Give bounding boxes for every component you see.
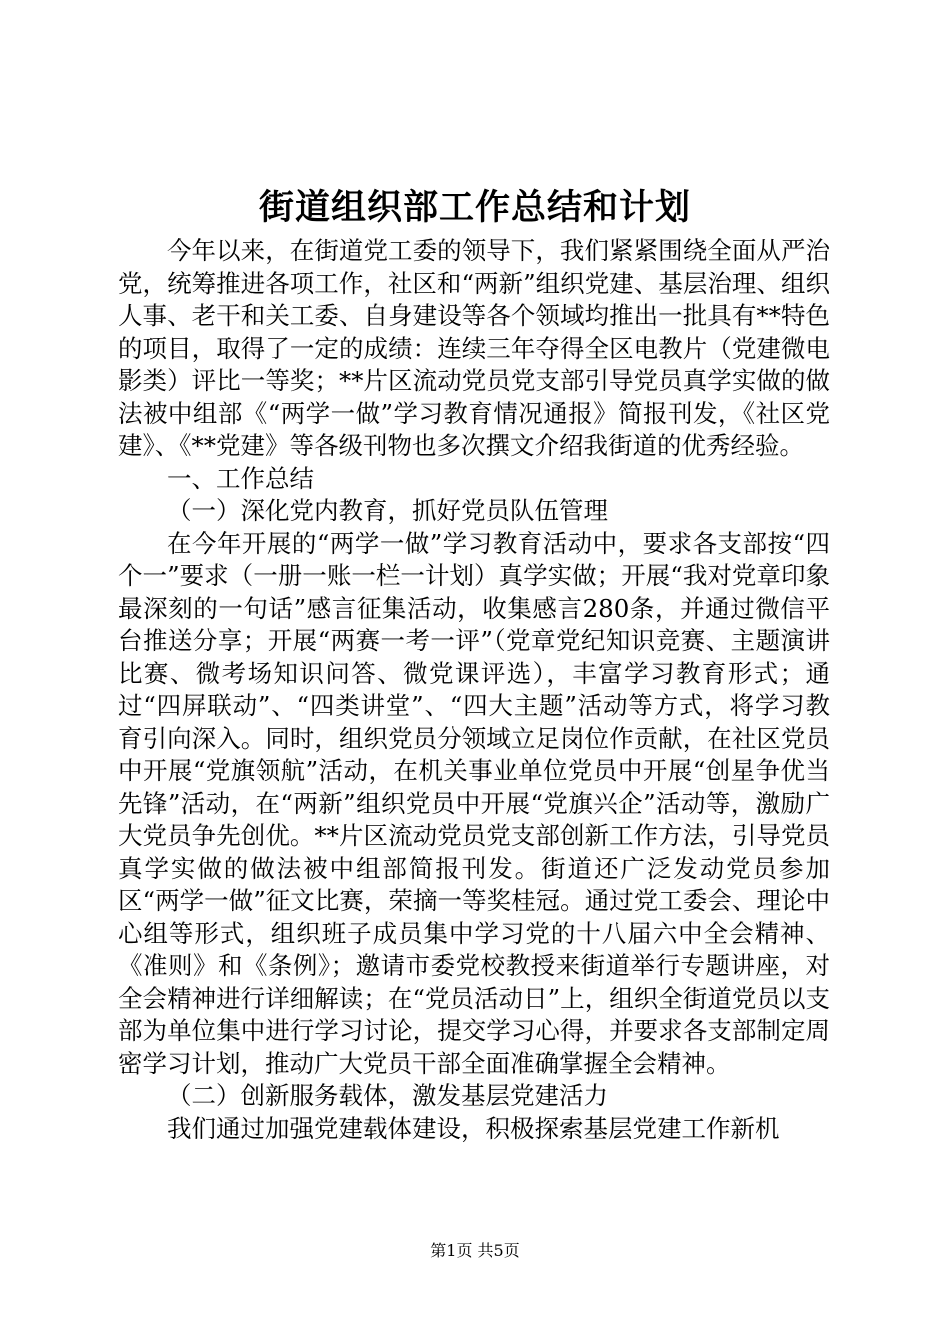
subsection-2-paragraph: 我们通过加强党建载体建设，积极探索基层党建工作新机 [167, 1113, 780, 1143]
page-footer: 第1页 共5页 [430, 1241, 520, 1260]
subsection-1-paragraph: 在今年开展的“两学一做”学习教育活动中，要求各支部按“四个一”要求（一册一账一栏一计划）真学实做；开展“我对党章印象最深刻的一句话”感言征集活动，收集感言280条，并通过微信平台推送分享；开展“两赛一考一评”（党章党纪知识竞赛、主题演讲比赛、微考场知识问答、微党课评选），丰富学习教育形式；通过“四屏联动”、“四类讲堂”、“四大主题”活动等方式，将学习教育引向深入。同时，组织党员分领域立足岗位作贡献，在社区党员中开展“党旗领航”活动，在机关事业单位党员中开展“创星争优当先锋”活动，在“两新”组织党员中开展“党旗兴企”活动等，激励广大党员争先创优。**片区流动党员党支部创新工作方法，引导党员真学实做的做法被中组部简报刊发。街道还广泛发动党员参加区“两学一做”征文比赛，荣摘一等奖桂冠。通过党工委会、理论中心组等形式，组织班子成员集中学习党的十八届六中全会精神、《准则》和《条例》；邀请市委党校教授来街道举行专题讲座，对全会精神进行详细解读；在“党员活动日”上，组织全街道党员以支部为单位集中进行学习讨论，提交学习心得，并要求各支部制定周密学习计划，推动广大党员干部全面准确掌握全会精神。 [118, 528, 830, 1078]
section-heading-work-summary: 一、工作总结 [167, 463, 314, 493]
intro-paragraph: 今年以来，在街道党工委的领导下，我们紧紧围绕全面从严治党，统筹推进各项工作，社区和“两新”组织党建、基层治理、组织人事、老干和关工委、自身建设等各个领域均推出一批具有**特色的项目，取得了一定的成绩：连续三年夺得全区电教片（党建微电影类）评比一等奖；**片区流动党员党支部引导党员真学实做的做法被中组部《“两学一做”学习教育情况通报》简报刊发，《社区党建》、《**党建》等各级刊物也多次撰文介绍我街道的优秀经验。 [118, 236, 830, 460]
subsection-heading-2: （二）创新服务载体，激发基层党建活力 [167, 1081, 608, 1110]
document-body [118, 235, 830, 1145]
document-title: 街道组织部工作总结和计划 [258, 187, 691, 228]
subsection-heading-1: （一）深化党内教育，抓好党员队伍管理 [167, 496, 608, 525]
